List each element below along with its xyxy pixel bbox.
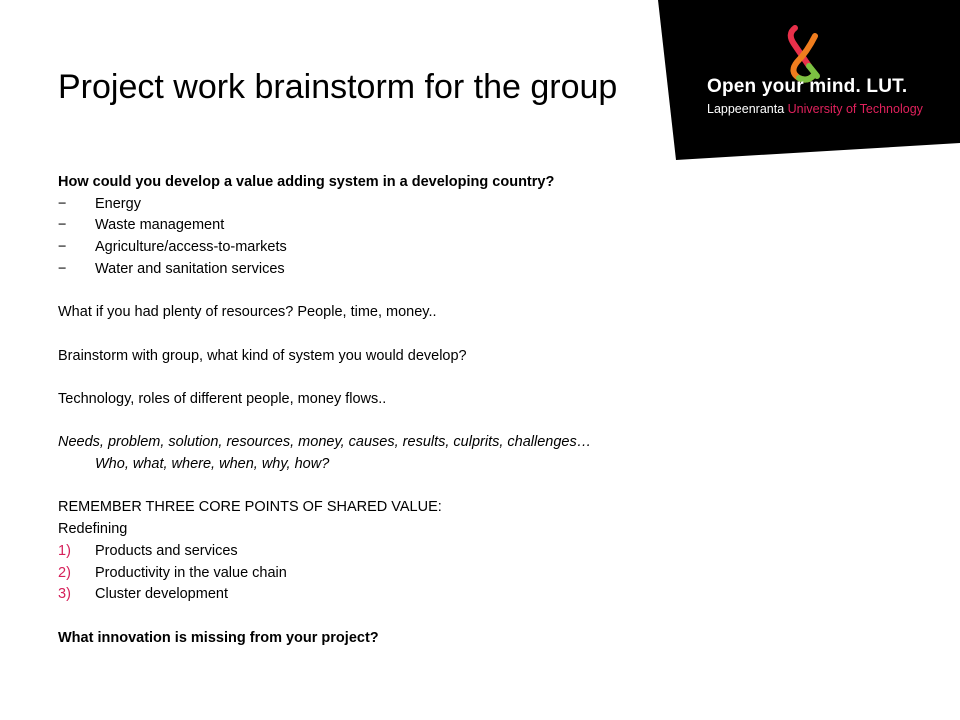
brand-block (707, 76, 923, 116)
technology-text: Technology, roles of different people, money flows.. (58, 390, 387, 407)
dash-marker: − (58, 217, 67, 234)
dash-marker: − (58, 195, 67, 212)
numbered-item-text: Productivity in the value chain (95, 564, 287, 581)
brand-city: Lappeenranta (707, 102, 785, 116)
lut-ampersand-logo-icon (785, 24, 829, 84)
number-marker: 1) (58, 542, 71, 559)
numbered-item-text: Cluster development (95, 586, 228, 603)
redefining-text: Redefining (58, 521, 128, 538)
list-item-text: Waste management (95, 217, 225, 234)
brainstorm-text: Brainstorm with group, what kind of system you would develop? (58, 347, 467, 364)
innovation-question: What innovation is missing from your project? (58, 629, 379, 646)
number-marker: 2) (58, 564, 71, 581)
remember-heading: REMEMBER THREE CORE POINTS OF SHARED VALUE: (58, 499, 442, 516)
list-item-text: Water and sanitation services (95, 260, 285, 277)
resources-text: What if you had plenty of resources? People, time, money.. (58, 304, 437, 321)
who-text: Who, what, where, when, why, how? (95, 456, 330, 473)
dash-marker: − (58, 239, 67, 256)
number-marker: 3) (58, 586, 71, 603)
list-item-text: Agriculture/access-to-markets (95, 239, 287, 256)
dash-marker: − (58, 260, 67, 277)
question-heading: How could you develop a value adding system in a developing country? (58, 174, 555, 190)
brand-university (707, 102, 923, 116)
slide-title: Project work brainstorm for the group (58, 68, 618, 106)
brand-university-name: University of Technology (787, 102, 923, 116)
numbered-item-text: Products and services (95, 542, 238, 559)
needs-text: Needs, problem, solution, resources, money, causes, results, culprits, challenges… (58, 434, 592, 451)
list-item-text: Energy (95, 195, 141, 212)
brand-tagline: Open your mind. LUT. (707, 76, 908, 97)
